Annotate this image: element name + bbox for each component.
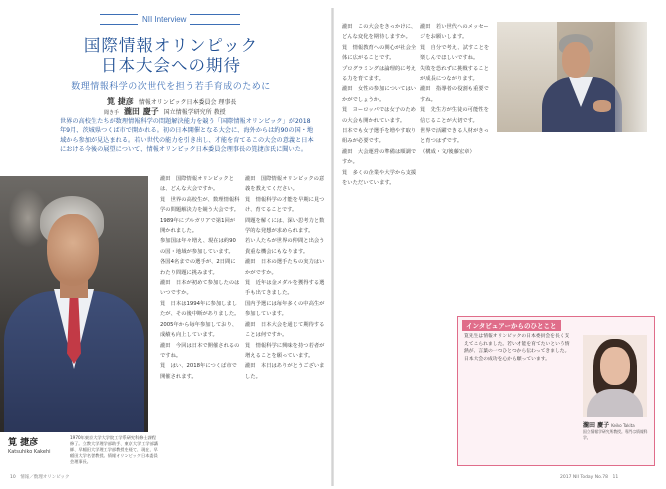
body-line: 筧 情報科学の才能を早期に見つけ、育てることです。 xyxy=(245,196,325,214)
body-line: 瀧田 女性の参加についてはいかがでしょうか。 xyxy=(342,86,417,103)
body-line: 瀧田 大会運営の準備は順調ですか。 xyxy=(342,148,417,166)
interview-scene-photo xyxy=(497,22,647,132)
body-line: 筧 日本は1994年に参加しましたが、その後中断がありました。 xyxy=(160,300,240,318)
body-line: 瀧田 国際情報オリンピックとは、どんな大会ですか。 xyxy=(160,176,234,193)
body-line: 日本でも女子選手を増やす取り組みが必要です。 xyxy=(342,128,417,145)
speaker-2-role: 国立情報学研究所 教授 xyxy=(163,109,226,116)
body-line: 2005年から毎年参加しており、成績も向上しています。 xyxy=(160,321,238,339)
interviewer-bio: 国立情報学研究所教授。専門は情報科学。 xyxy=(583,429,648,440)
speaker-2 xyxy=(104,106,226,117)
body-line: 筧 情報科学に興味を持つ若者が増えることを願っています。 xyxy=(245,342,325,359)
body-line: 瀧田 今回は日本で開催されるのですね。 xyxy=(160,342,240,359)
scene-face xyxy=(562,42,590,78)
body-line: 瀧田 日本が初めて参加したのはいつですか。 xyxy=(160,280,240,297)
body-line: 国内予選には毎年多くの中高生が参加しています。 xyxy=(245,300,325,318)
body-line: 失敗を恐れずに挑戦することが成長につながります。 xyxy=(420,65,489,83)
photo-face xyxy=(47,214,99,286)
interviewer-face xyxy=(600,347,630,385)
interviewer-photo xyxy=(583,335,647,417)
body-line: 瀧田 この大会をきっかけに、どんな変化を期待しますか。 xyxy=(342,24,417,41)
title-line-2: 日本大会への期待 xyxy=(101,56,241,75)
body-line: 瀧田 国際情報オリンピックの意義を教えてください。 xyxy=(245,176,325,193)
body-line: 筧 近年は金メダルを獲得する選手も出てきました。 xyxy=(245,280,325,297)
interviewer-name-ja: 瀧田 慶子 xyxy=(583,422,610,429)
left-column-1 xyxy=(160,174,240,382)
interviewer-box-text: 筧先生は情報オリンピックの日本委員会を長く支えてこられました。若い才能を育てたいという情熱が、言葉の一つひとつから伝わってきました。日本大会の成功を心から願っています。 xyxy=(464,334,570,362)
interviewer-name-romaji: Keiko Takita xyxy=(611,423,635,428)
article-subtitle: 数理情報科学の次世代を担う若手育成のために xyxy=(71,82,271,92)
caption-name: 筧 捷彦 xyxy=(8,438,39,448)
speaker-1-name: 筧 捷彦 xyxy=(107,96,134,106)
body-line: 問題を解くには、深い思考力と数学的な発想が求められます。 xyxy=(245,217,325,235)
scene-hand xyxy=(593,100,611,112)
body-line: 筧 先生方が生徒の可能性を信じることが大切です。 xyxy=(420,107,489,124)
right-column-1 xyxy=(342,22,417,189)
body-line: 筧 多くの企業や大学から支援をいただいています。 xyxy=(342,169,417,187)
body-line: 瀧田 日本大会を通じて期待することは何ですか。 xyxy=(245,321,325,339)
body-line: 筧 はい、2018年につくば市で開催されます。 xyxy=(160,363,237,380)
body-line: 世界で活躍できる人材がきっと育つはずです。 xyxy=(420,128,489,145)
article-title xyxy=(56,36,286,76)
body-line: 各国4名までの選手が、2日間にわたり問題に挑みます。 xyxy=(160,259,236,276)
body-line: 筧 自分で考え、試すことを楽しんでほしいですね。 xyxy=(420,44,490,62)
interviewer-box xyxy=(457,316,655,466)
body-line: 筧 ヨーロッパでは女子のための大会も開かれています。 xyxy=(342,107,416,124)
caption-romaji: Katsuhiko Kakehi xyxy=(8,449,51,455)
body-line: 筧 情報教育への関心が社会全体に広がることです。 xyxy=(342,44,417,62)
body-line: （構成・文/後藤宏章） xyxy=(420,148,475,155)
speaker-1-role: 情報オリンピック日本委員会 理事長 xyxy=(138,99,237,106)
scene-foreground-blur xyxy=(615,22,647,132)
interviewer-name xyxy=(583,420,635,429)
body-line: 参加国は年々増え、現在は約90の国・地域が参加しています。 xyxy=(160,238,236,255)
body-line: プログラミングは論理的に考える力を育てます。 xyxy=(342,65,417,83)
body-line: 若い人たちが世界の仲間と出会う貴重な機会にもなります。 xyxy=(245,238,325,255)
interviewer-body xyxy=(587,389,643,417)
body-line: 瀧田 若い世代へのメッセージをお願いします。 xyxy=(420,24,489,41)
page-gutter xyxy=(331,8,334,486)
body-line: 瀧田 本日はありがとうございました。 xyxy=(245,363,325,380)
speaker-2-name: 瀧田 慶子 xyxy=(123,106,159,116)
speaker-2-label: 聞き手 xyxy=(104,110,120,116)
lead-paragraph: 世界の高校生たちが数理情報科学の問題解決能力を競う「国際情報オリンピック」が2018年9月、茨城県つくば市で開かれる。初の日本開催となる大会に、海外からは約90の国・地域から参加が見込まれる。若い世代の能力を引き出し、才能を育てるこの大会の意義と日本における今後の展望について、情報オリンピック日本委員会理事長の筧捷彦氏に聞いた。 xyxy=(60,118,314,154)
left-column-2 xyxy=(245,174,325,382)
right-folio: 2017 NII Today No.78 11 xyxy=(560,475,619,480)
body-line: 瀧田 指導者の役割も重要ですね。 xyxy=(420,86,489,103)
body-line: 1989年にブルガリアで第1回が開かれました。 xyxy=(160,217,236,235)
left-folio: 10 情報／数理オリンピック xyxy=(10,475,70,480)
body-line: 筧 世界の高校生が、数理情報科学の問題解決力を競う大会です。 xyxy=(160,196,240,214)
body-line: 瀧田 日本の選手たちの実力はいかがですか。 xyxy=(245,259,325,276)
right-column-2 xyxy=(420,22,492,157)
title-line-1: 国際情報オリンピック xyxy=(83,36,259,55)
section-tag xyxy=(100,14,240,25)
caption-bio: 1970年東京大学大学院工学系研究科修士課程修了。立教大学理学部助手、東京大学工学部講師、早稲田大学理工学部教授を経て、現在、早稲田大学名誉教授。情報オリンピック日本委員会理事長。 xyxy=(70,435,158,464)
interviewee-photo xyxy=(0,176,148,432)
section-tag-label: NII Interview xyxy=(138,14,190,25)
interviewer-box-title: インタビュアーからのひとこと xyxy=(462,320,561,331)
